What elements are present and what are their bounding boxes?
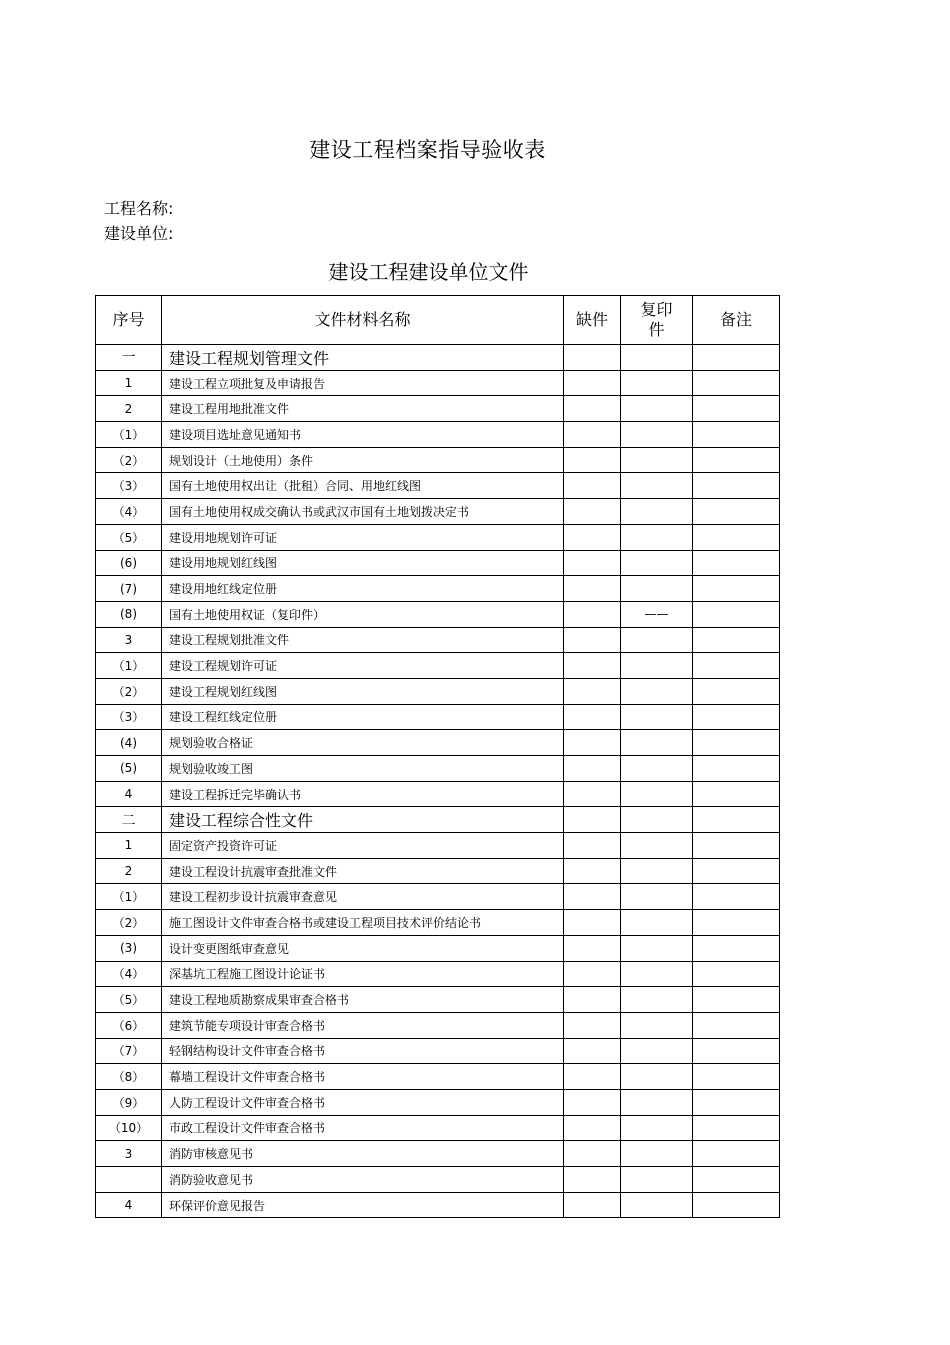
row-missing xyxy=(564,473,621,499)
row-copy xyxy=(621,396,693,422)
row-name: 建设工程初步设计抗震审查意见 xyxy=(162,884,564,910)
table-row xyxy=(96,884,780,910)
row-seq: （3） xyxy=(96,704,162,730)
header-copy xyxy=(621,296,693,345)
row-missing xyxy=(564,704,621,730)
project-name-label: 工程名称: xyxy=(104,199,174,218)
row-copy xyxy=(621,1167,693,1193)
row-name: 建设工程立项批复及申请报告 xyxy=(162,370,564,396)
row-copy xyxy=(621,1012,693,1038)
row-remark xyxy=(693,730,780,756)
row-name: 轻钢结构设计文件审查合格书 xyxy=(162,1038,564,1064)
row-copy xyxy=(621,1192,693,1218)
row-copy xyxy=(621,627,693,653)
row-name: 建设工程规划许可证 xyxy=(162,653,564,679)
row-missing xyxy=(564,730,621,756)
table-header-row xyxy=(96,296,780,345)
row-missing xyxy=(564,756,621,782)
row-name: 建设工程规划管理文件 xyxy=(162,345,564,371)
row-seq: （10） xyxy=(96,1115,162,1141)
row-missing xyxy=(564,781,621,807)
table-row xyxy=(96,1038,780,1064)
row-name: 建设工程规划红线图 xyxy=(162,678,564,704)
header-seq: 序号 xyxy=(96,296,162,345)
row-missing xyxy=(564,601,621,627)
document-title: 建设工程档案指导验收表 xyxy=(309,138,546,162)
row-remark xyxy=(693,1012,780,1038)
row-missing xyxy=(564,370,621,396)
row-remark xyxy=(693,524,780,550)
table-row xyxy=(96,858,780,884)
table-row xyxy=(96,781,780,807)
table-row xyxy=(96,653,780,679)
row-remark xyxy=(693,1064,780,1090)
row-copy xyxy=(621,678,693,704)
row-missing xyxy=(564,987,621,1013)
row-name: 建设用地规划许可证 xyxy=(162,524,564,550)
row-remark xyxy=(693,781,780,807)
row-seq: 二 xyxy=(96,807,162,833)
row-missing xyxy=(564,1038,621,1064)
row-seq: 一 xyxy=(96,345,162,371)
row-remark xyxy=(693,396,780,422)
row-seq: (4) xyxy=(96,730,162,756)
row-seq: 2 xyxy=(96,396,162,422)
row-seq: 1 xyxy=(96,370,162,396)
row-name: 市政工程设计文件审查合格书 xyxy=(162,1115,564,1141)
row-seq: (6) xyxy=(96,550,162,576)
row-missing xyxy=(564,422,621,448)
row-missing xyxy=(564,1115,621,1141)
row-name: 设计变更图纸审查意见 xyxy=(162,935,564,961)
documents-table xyxy=(95,295,780,1218)
table-row xyxy=(96,422,780,448)
row-remark xyxy=(693,1089,780,1115)
row-remark xyxy=(693,499,780,525)
section-row xyxy=(96,345,780,371)
row-copy xyxy=(621,576,693,602)
row-name: 建设工程红线定位册 xyxy=(162,704,564,730)
row-remark xyxy=(693,1115,780,1141)
row-name: 固定资产投资许可证 xyxy=(162,833,564,859)
table-row xyxy=(96,1089,780,1115)
row-remark xyxy=(693,1038,780,1064)
row-name: 消防审核意见书 xyxy=(162,1141,564,1167)
row-seq: （1） xyxy=(96,884,162,910)
row-name: 建设工程地质勘察成果审查合格书 xyxy=(162,987,564,1013)
table-row xyxy=(96,833,780,859)
row-missing xyxy=(564,1192,621,1218)
row-remark xyxy=(693,1192,780,1218)
row-remark xyxy=(693,858,780,884)
row-copy xyxy=(621,935,693,961)
table-row xyxy=(96,704,780,730)
row-seq: 3 xyxy=(96,1141,162,1167)
row-remark xyxy=(693,370,780,396)
row-remark xyxy=(693,345,780,371)
header-copy-line2: 件 xyxy=(648,320,665,339)
row-seq: (3) xyxy=(96,935,162,961)
row-name: 建设项目选址意见通知书 xyxy=(162,422,564,448)
row-name: 深基坑工程施工图设计论证书 xyxy=(162,961,564,987)
row-name: 建设工程规划批准文件 xyxy=(162,627,564,653)
table-row xyxy=(96,473,780,499)
row-name: 人防工程设计文件审查合格书 xyxy=(162,1089,564,1115)
header-missing: 缺件 xyxy=(564,296,621,345)
row-copy xyxy=(621,422,693,448)
row-remark xyxy=(693,601,780,627)
row-remark xyxy=(693,653,780,679)
table-row xyxy=(96,756,780,782)
row-copy xyxy=(621,1141,693,1167)
row-name: 环保评价意见报告 xyxy=(162,1192,564,1218)
row-name: 建设工程设计抗震审查批准文件 xyxy=(162,858,564,884)
row-copy xyxy=(621,653,693,679)
row-name: 建设工程拆迁完毕确认书 xyxy=(162,781,564,807)
table-row xyxy=(96,1115,780,1141)
row-seq: （5） xyxy=(96,524,162,550)
row-missing xyxy=(564,345,621,371)
table-row xyxy=(96,987,780,1013)
row-copy xyxy=(621,858,693,884)
row-copy xyxy=(621,447,693,473)
row-name: 幕墙工程设计文件审查合格书 xyxy=(162,1064,564,1090)
row-missing xyxy=(564,1089,621,1115)
row-name: 建设工程用地批准文件 xyxy=(162,396,564,422)
row-seq xyxy=(96,1167,162,1193)
row-remark xyxy=(693,756,780,782)
row-name: 消防验收意见书 xyxy=(162,1167,564,1193)
row-copy xyxy=(621,1038,693,1064)
row-missing xyxy=(564,524,621,550)
row-missing xyxy=(564,550,621,576)
row-seq: 4 xyxy=(96,1192,162,1218)
row-remark xyxy=(693,447,780,473)
row-remark xyxy=(693,1141,780,1167)
section-row xyxy=(96,807,780,833)
row-seq: (5) xyxy=(96,756,162,782)
table-row xyxy=(96,730,780,756)
table-row xyxy=(96,1064,780,1090)
table-row xyxy=(96,961,780,987)
row-seq: （9） xyxy=(96,1089,162,1115)
row-seq: （2） xyxy=(96,910,162,936)
table-row xyxy=(96,1192,780,1218)
row-remark xyxy=(693,704,780,730)
header-name: 文件材料名称 xyxy=(162,296,564,345)
row-missing xyxy=(564,884,621,910)
row-copy xyxy=(621,807,693,833)
table-row xyxy=(96,601,780,627)
section-title: 建设工程建设单位文件 xyxy=(328,260,529,284)
row-copy xyxy=(621,833,693,859)
row-remark xyxy=(693,987,780,1013)
header-copy-line1: 复印 xyxy=(640,300,673,319)
table-row xyxy=(96,935,780,961)
row-seq: 4 xyxy=(96,781,162,807)
table-row xyxy=(96,524,780,550)
row-seq: (7) xyxy=(96,576,162,602)
row-copy xyxy=(621,473,693,499)
row-missing xyxy=(564,627,621,653)
table-row xyxy=(96,576,780,602)
table-row xyxy=(96,678,780,704)
row-copy xyxy=(621,756,693,782)
row-missing xyxy=(564,499,621,525)
row-remark xyxy=(693,550,780,576)
row-remark xyxy=(693,807,780,833)
row-missing xyxy=(564,396,621,422)
row-name: 规划设计（土地使用）条件 xyxy=(162,447,564,473)
row-missing xyxy=(564,576,621,602)
row-copy xyxy=(621,730,693,756)
row-seq: （2） xyxy=(96,447,162,473)
row-missing xyxy=(564,653,621,679)
row-name: 施工图设计文件审查合格书或建设工程项目技术评价结论书 xyxy=(162,910,564,936)
row-name: 规划验收竣工图 xyxy=(162,756,564,782)
table-row xyxy=(96,627,780,653)
row-copy xyxy=(621,781,693,807)
row-missing xyxy=(564,1012,621,1038)
row-missing xyxy=(564,961,621,987)
row-missing xyxy=(564,935,621,961)
row-seq: （1） xyxy=(96,422,162,448)
row-seq: （8） xyxy=(96,1064,162,1090)
row-seq: （5） xyxy=(96,987,162,1013)
row-remark xyxy=(693,422,780,448)
row-seq: 3 xyxy=(96,627,162,653)
row-name: 建设工程综合性文件 xyxy=(162,807,564,833)
table-row xyxy=(96,1012,780,1038)
row-remark xyxy=(693,473,780,499)
row-copy xyxy=(621,1064,693,1090)
row-remark xyxy=(693,627,780,653)
row-missing xyxy=(564,678,621,704)
row-missing xyxy=(564,1167,621,1193)
row-missing xyxy=(564,1064,621,1090)
row-copy xyxy=(621,524,693,550)
row-copy xyxy=(621,345,693,371)
row-name: 国有土地使用权证（复印件） xyxy=(162,601,564,627)
row-remark xyxy=(693,1167,780,1193)
row-missing xyxy=(564,807,621,833)
row-remark xyxy=(693,884,780,910)
table-row xyxy=(96,447,780,473)
header-remark: 备注 xyxy=(693,296,780,345)
row-seq: 1 xyxy=(96,833,162,859)
row-seq: （2） xyxy=(96,678,162,704)
row-seq: (8) xyxy=(96,601,162,627)
row-seq: （6） xyxy=(96,1012,162,1038)
row-seq: （3） xyxy=(96,473,162,499)
table-row xyxy=(96,910,780,936)
row-name: 建筑节能专项设计审查合格书 xyxy=(162,1012,564,1038)
row-name: 国有土地使用权成交确认书或武汉市国有土地划拨决定书 xyxy=(162,499,564,525)
row-copy xyxy=(621,987,693,1013)
row-remark xyxy=(693,935,780,961)
table-row xyxy=(96,499,780,525)
row-name: 建设用地规划红线图 xyxy=(162,550,564,576)
row-copy xyxy=(621,370,693,396)
table-row xyxy=(96,550,780,576)
row-copy: —— xyxy=(621,601,693,627)
row-remark xyxy=(693,961,780,987)
row-copy xyxy=(621,961,693,987)
row-name: 规划验收合格证 xyxy=(162,730,564,756)
row-name: 国有土地使用权出让（批租）合同、用地红线图 xyxy=(162,473,564,499)
row-remark xyxy=(693,576,780,602)
row-seq: （1） xyxy=(96,653,162,679)
build-unit-label: 建设单位: xyxy=(104,224,174,243)
row-copy xyxy=(621,910,693,936)
row-copy xyxy=(621,550,693,576)
row-copy xyxy=(621,1115,693,1141)
row-seq: （4） xyxy=(96,499,162,525)
row-remark xyxy=(693,910,780,936)
row-remark xyxy=(693,678,780,704)
row-seq: （7） xyxy=(96,1038,162,1064)
table-row xyxy=(96,1167,780,1193)
row-remark xyxy=(693,833,780,859)
row-copy xyxy=(621,884,693,910)
table-row xyxy=(96,1141,780,1167)
row-missing xyxy=(564,858,621,884)
row-missing xyxy=(564,1141,621,1167)
row-missing xyxy=(564,447,621,473)
table-row xyxy=(96,396,780,422)
row-copy xyxy=(621,1089,693,1115)
row-copy xyxy=(621,704,693,730)
table-row xyxy=(96,370,780,396)
row-missing xyxy=(564,833,621,859)
row-name: 建设用地红线定位册 xyxy=(162,576,564,602)
row-copy xyxy=(621,499,693,525)
row-missing xyxy=(564,910,621,936)
row-seq: （4） xyxy=(96,961,162,987)
row-seq: 2 xyxy=(96,858,162,884)
